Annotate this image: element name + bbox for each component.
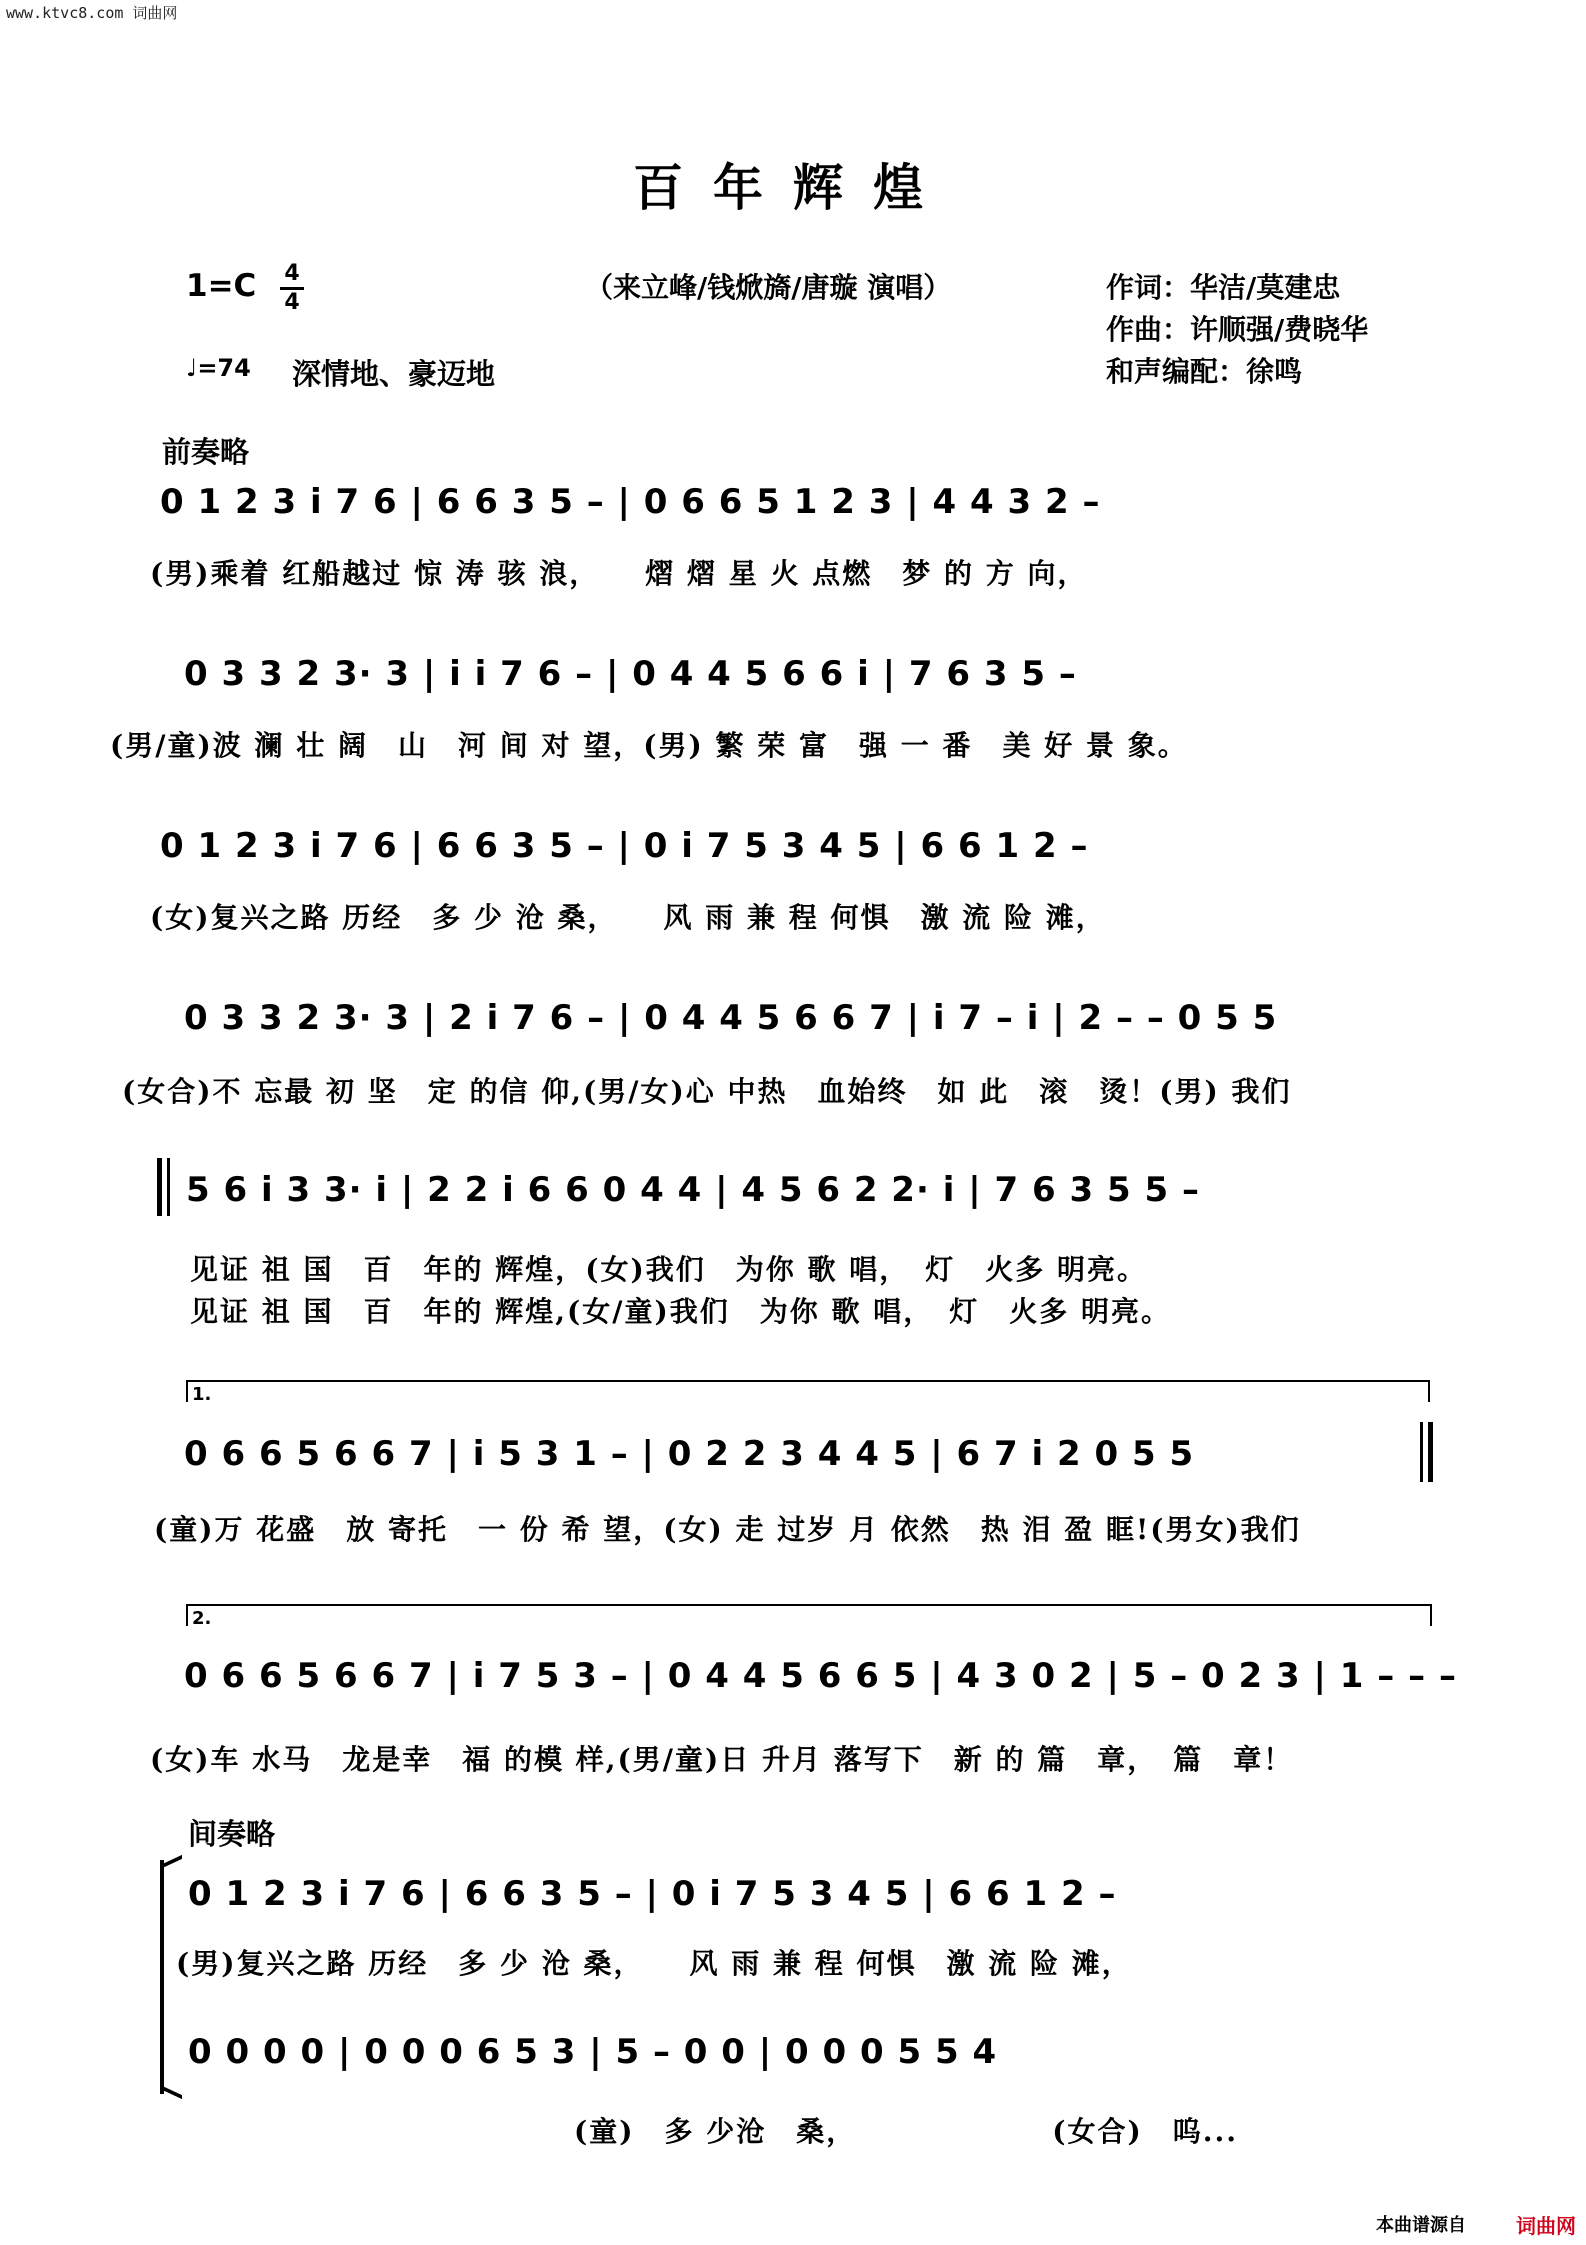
first-ending-bracket-right: [1428, 1380, 1430, 1402]
time-signature: [280, 262, 304, 315]
lyrics-row-5-verse-1: 见证 祖 国 百 年的 辉煌，(女)我们 为你 歌 唱， 灯 火多 明亮。: [190, 1253, 1147, 1286]
repeat-end-thin-barline: [1420, 1422, 1423, 1482]
prelude-label: 前奏略: [162, 435, 250, 469]
lyrics-row-3: (女)复兴之路 历经 多 少 沧 桑， 风 雨 兼 程 何惧 激 流 险 滩，: [150, 901, 1106, 934]
key-signature: 1=C: [186, 268, 257, 304]
footer-source-text: 本曲谱源自: [1376, 2215, 1466, 2236]
notation-row-8: 0 1 2 3 i 7 6 | 6 6 3 5 – | 0 i 7 5 3 4 5 | 6 6 1 2 –: [188, 1874, 1117, 1914]
composer-credit: 作曲：许顺强/费晓华: [1106, 313, 1369, 346]
first-ending-bracket-left: [186, 1380, 188, 1402]
repeat-start-thin-barline: [167, 1158, 170, 1216]
expression-marking: 深情地、豪迈地: [292, 357, 496, 391]
repeat-start-thick-barline: [157, 1158, 162, 1216]
performers: （来立峰/钱焮旖/唐璇 演唱）: [585, 271, 952, 304]
site-watermark: www.ktvc8.com 词曲网: [6, 4, 178, 22]
notation-row-7: 0 6 6 5 6 6 7 | i 7 5 3 – | 0 4 4 5 6 6 5 | 4 3 0 2 | 5 – 0 2 3 | 1 – – –: [184, 1656, 1457, 1696]
time-signature-top: 4: [284, 261, 300, 286]
lyrics-row-2: (男/童)波 澜 壮 阔 山 河 间 对 望，(男) 繁 荣 富 强 一 番 美 好 景 象。: [110, 729, 1188, 762]
lyrics-row-1: (男)乘着 红船越过 惊 涛 骇 浪， 熠 熠 星 火 点燃 梦 的 方 向，: [150, 557, 1088, 590]
system-bracket: [160, 1860, 164, 2094]
lyrics-row-4: (女合)不 忘最 初 坚 定 的信 仰,(男/女)心 中热 血始终 如 此 滚 烫！(男) 我们: [122, 1075, 1292, 1108]
notation-row-9: 0 0 0 0 | 0 0 0 6 5 3 | 5 – 0 0 | 0 0 0 5 5 4: [188, 2032, 998, 2072]
lyrics-row-8: (男)复兴之路 历经 多 少 沧 桑， 风 雨 兼 程 何惧 激 流 险 滩，: [176, 1947, 1132, 1980]
song-title: 百年辉煌: [633, 158, 953, 217]
notation-row-4: 0 3 3 2 3· 3 | 2 i 7 6 – | 0 4 4 5 6 6 7 | i 7 – i | 2 – – 0 5 5: [184, 998, 1278, 1038]
notation-row-5: 5 6 i 3 3· i | 2 2 i 6 6 0 4 4 | 4 5 6 2 2· i | 7 6 3 5 5 –: [186, 1170, 1200, 1210]
notation-row-2: 0 3 3 2 3· 3 | i i 7 6 – | 0 4 4 5 6 6 i | 7 6 3 5 –: [184, 654, 1077, 694]
second-ending-bracket-left: [186, 1604, 188, 1626]
first-ending-number: 1.: [192, 1384, 212, 1405]
lyrics-row-5-verse-2: 见证 祖 国 百 年的 辉煌,(女/童)我们 为你 歌 唱， 灯 火多 明亮。: [190, 1295, 1171, 1328]
arranger-credit: 和声编配：徐鸣: [1106, 355, 1303, 388]
interlude-label: 间奏略: [188, 1817, 276, 1851]
second-ending-number: 2.: [192, 1608, 212, 1629]
first-ending-bracket: [186, 1380, 1430, 1382]
lyrics-row-9: (童) 多 少沧 桑， (女合) 呜...: [574, 2115, 1238, 2148]
notation-row-6: 0 6 6 5 6 6 7 | i 5 3 1 – | 0 2 2 3 4 4 5 | 6 7 i 2 0 5 5: [184, 1434, 1195, 1474]
second-ending-bracket: [186, 1604, 1432, 1606]
notation-row-3: 0 1 2 3 i 7 6 | 6 6 3 5 – | 0 i 7 5 3 4 5 | 6 6 1 2 –: [160, 826, 1089, 866]
repeat-end-thick-barline: [1428, 1422, 1433, 1482]
lyricist-credit: 作词：华洁/莫建忠: [1106, 271, 1341, 304]
lyrics-row-6: (童)万 花盛 放 寄托 一 份 希 望，(女) 走 过岁 月 依然 热 泪 盈 眶!(男女)我们: [154, 1513, 1301, 1546]
time-signature-bottom: 4: [284, 290, 300, 315]
second-ending-bracket-right: [1430, 1604, 1432, 1626]
footer-site-logo[interactable]: 词曲网: [1516, 2214, 1576, 2238]
notation-row-1: 0 1 2 3 i 7 6 | 6 6 3 5 – | 0 6 6 5 1 2 3 | 4 4 3 2 –: [160, 482, 1101, 522]
tempo-marking: ♩=74: [186, 354, 251, 382]
lyrics-row-7: (女)车 水马 龙是幸 福 的模 样,(男/童)日 升月 落写下 新 的 篇 章， 篇 章！: [150, 1743, 1294, 1776]
